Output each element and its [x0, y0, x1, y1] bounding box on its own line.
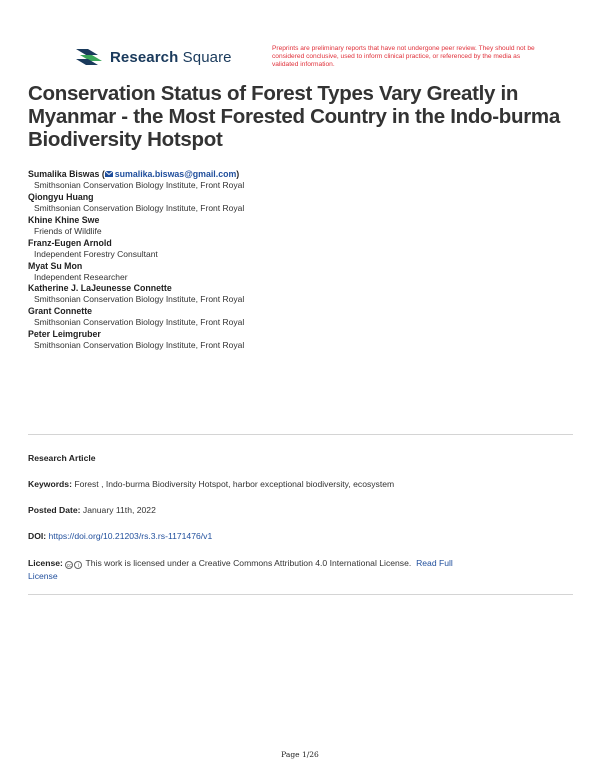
- keywords-line: [28, 478, 573, 491]
- author-name: Franz-Eugen Arnold: [28, 237, 112, 248]
- author-entry: [28, 215, 568, 237]
- keywords-value: Forest , Indo-burma Biodiversity Hotspot, harbor exceptional biodiversity, ecosystem: [74, 479, 395, 489]
- paper-title: Conservation Status of Forest Types Vary Greatly in Myanmar - the Most Forested Country in the Indo-burma Biodiversity Hotspot: [28, 82, 560, 151]
- author-affiliation: Smithsonian Conservation Biology Institute, Front Royal: [34, 340, 245, 351]
- author-name: Grant Connette: [28, 306, 93, 317]
- doi-link[interactable]: https://doi.org/10.21203/rs.3.rs-1171476/v1: [48, 531, 213, 541]
- author-affiliation: Smithsonian Conservation Biology Institute, Front Royal: [34, 294, 245, 305]
- author-affiliation: Smithsonian Conservation Biology Institute, Front Royal: [34, 202, 245, 213]
- license-text: This work is licensed under a Creative Commons Attribution 4.0 International License.: [85, 558, 412, 568]
- author-affiliation: Smithsonian Conservation Biology Institute, Front Royal: [34, 180, 245, 190]
- author-name: Myat Su Mon: [28, 260, 83, 271]
- posted-date-label: Posted Date:: [28, 505, 81, 515]
- attribution-icon: i: [74, 561, 82, 569]
- author-name: Katherine J. LaJeunesse Connette: [28, 283, 172, 294]
- author-entry: [28, 192, 568, 214]
- author-entry: [28, 238, 568, 260]
- doi-line: [28, 530, 573, 543]
- section-divider: [28, 434, 573, 435]
- author-name: Khine Khine Swe: [28, 214, 100, 225]
- license-label: License:: [28, 558, 63, 568]
- keywords-label: Keywords:: [28, 479, 72, 489]
- author-name: Sumalika Biswas: [28, 169, 100, 179]
- author-name: Qiongyu Huang: [28, 191, 94, 202]
- creative-commons-icon: cc: [66, 563, 72, 569]
- author-affiliation: Independent Researcher: [34, 271, 128, 282]
- author-entry: [28, 329, 568, 351]
- mail-icon: [105, 171, 113, 177]
- preprint-disclaimer: Preprints are preliminary reports that have not undergone peer review. They should not be considered conclusive, used to inform clinical practice, or referenced by the media as validated information.: [272, 45, 535, 68]
- logo-wordmark: Research Square: [110, 48, 232, 66]
- author-affiliation: Smithsonian Conservation Biology Institute, Front Royal: [34, 317, 245, 328]
- author-name: Peter Leimgruber: [28, 329, 101, 340]
- research-square-logo-icon: [74, 46, 104, 68]
- author-entry: Sumalika Biswas ( sumalika.biswas@gmail.com) Smithsonian Conservation Biology Institute, Front Royal: [28, 169, 568, 191]
- read-full-license-link[interactable]: Read Full License: [28, 558, 453, 581]
- author-email-link[interactable]: sumalika.biswas@gmail.com: [105, 169, 237, 179]
- posted-date-value: January 11th, 2022: [82, 505, 156, 515]
- author-affiliation: Independent Forestry Consultant: [34, 248, 158, 259]
- article-type: Research Article: [28, 453, 96, 463]
- author-entry: [28, 306, 568, 328]
- license-line: [28, 557, 573, 583]
- author-entry: [28, 261, 568, 283]
- author-affiliation: Friends of Wildlife: [34, 225, 102, 236]
- research-square-logo[interactable]: [74, 46, 232, 68]
- author-list: [28, 169, 568, 352]
- page-number: Page 1/26: [281, 750, 319, 759]
- posted-date-line: [28, 504, 573, 517]
- doi-label: DOI:: [28, 531, 47, 541]
- author-entry: [28, 283, 568, 305]
- section-divider: [28, 594, 573, 595]
